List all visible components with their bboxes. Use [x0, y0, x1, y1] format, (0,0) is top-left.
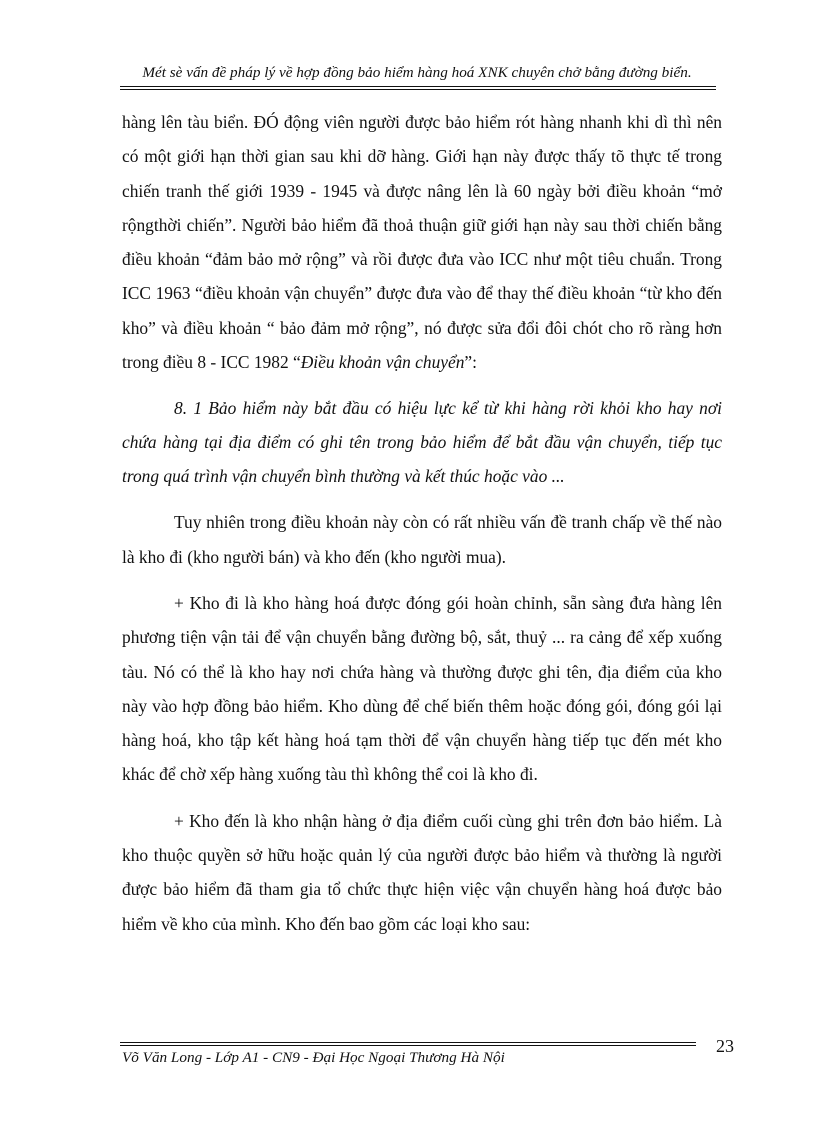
header-rule-top [120, 86, 716, 87]
paragraph-1-italic: Điều khoản vận chuyển [300, 352, 465, 373]
header-title: Mét sè vấn đề pháp lý về hợp đồng bảo hiểm hàng hoá XNK chuyên chở bằng đường biển. [142, 64, 692, 81]
footer-rule-bottom [120, 1045, 696, 1046]
paragraph-1-end: ”: [464, 352, 477, 373]
footer-rule-top [120, 1042, 696, 1043]
paragraph-1 [122, 105, 722, 379]
paragraph-2: Tuy nhiên trong điều khoản này còn có rất nhiều vấn đề tranh chấp về thế nào là kho đi (kho người bán) và kho đến (kho người mua). [122, 512, 722, 567]
header-rule-bottom [120, 89, 716, 90]
paragraph-1-text: hàng lên tàu biển. ĐÓ động viên người được bảo hiểm rót hàng nhanh khi dì thì nên có một giới hạn thời gian sau khi dỡ hàng. Giới hạn này được thấy tõ thực tế trong chiến tranh thế giới 1939 - 1945 và được nâng lên là 60 ngày bởi điều khoản “mở rộngthời chiến”. Người bảo hiểm đã thoả thuận giữ giới hạn này sau thời chiến bằng điều khoản “đảm bảo mở rộng” và rồi được đưa vào ICC như một tiêu chuẩn. Trong ICC 1963 “điều khoản vận chuyển” được đưa vào để thay thế điều khoản “từ kho đến kho” và điều khoản “ bảo đảm mở rộng”, nó được sửa đổi đôi chót cho rõ ràng hơn trong điều 8 - ICC 1982 “ [122, 112, 722, 373]
paragraph-3: + Kho đi là kho hàng hoá được đóng gói hoàn chỉnh, sẵn sàng đưa hàng lên phương tiện vận tải để vận chuyển bằng đường bộ, sắt, thuỷ ... ra cảng để xếp xuống tàu. Nó có thể là kho hay nơi chứa hàng và thường được ghi tên, địa điểm của kho này vào hợp đồng bảo hiểm. Kho dùng để chế biến thêm hoặc đóng gói, đóng gói lại hàng hoá, kho tập kết hàng hoá tạm thời để vận chuyển hàng tiếp tục đến mét kho khác để chờ xếp hàng xuống tàu thì không thể coi là kho đi. [122, 592, 722, 785]
quote-clause-8-1: 8. 1 Bảo hiểm này bắt đầu có hiệu lực kể từ khi hàng rời khỏi kho hay nơi chứa hàng tại địa điểm có ghi tên trong bảo hiểm để bắt đầu vận chuyển, tiếp tục trong quá trình vận chuyển bình thường và kết thúc hoặc vào ... [122, 398, 722, 487]
footer-author: Võ Văn Long - Lớp A1 - CN9 - Đại Học Ngoại Thương Hà Nội [122, 1049, 505, 1066]
page-number: 23 [716, 1036, 734, 1056]
body-content [122, 105, 722, 953]
paragraph-4: + Kho đến là kho nhận hàng ở địa điểm cuối cùng ghi trên đơn bảo hiểm. Là kho thuộc quyền sở hữu hoặc quản lý của người được bảo hiểm và thường là người được bảo hiểm đã tham gia tổ chức thực hiện việc vận chuyển hàng hoá được bảo hiểm về kho của mình. Kho đến bao gồm các loại kho sau: [122, 810, 722, 934]
